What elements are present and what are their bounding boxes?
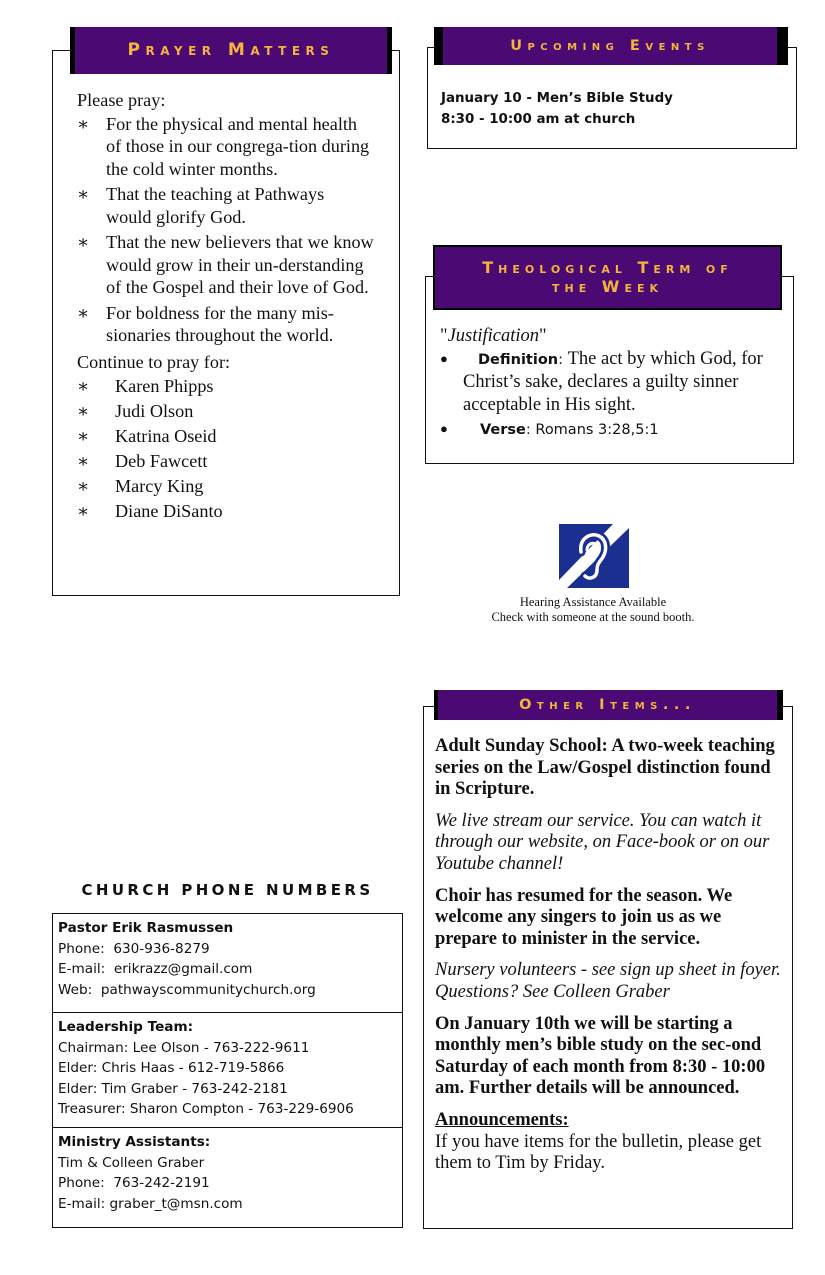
bullet-icon: ● [440, 421, 448, 436]
prayer-name: ∗ Katrina Oseid [77, 426, 217, 446]
ministry-section [53, 1128, 402, 1214]
prayer-name: ∗ Marcy King [77, 476, 204, 496]
definition-label: Definition [478, 351, 559, 368]
theological-term-title-line1: Theological Term of [482, 258, 733, 278]
continue-to-pray-label: Continue to pray for: [77, 351, 231, 372]
hearing-assistance-line2: Check with someone at the sound booth. [491, 610, 695, 624]
upcoming-events-header [434, 27, 788, 65]
leadership-member: Elder: Tim Graber - 763-242-2181 [58, 1080, 288, 1097]
prayer-name: ∗ Karen Phipps [77, 376, 214, 396]
pastor-name: Pastor Erik Rasmussen [58, 920, 234, 936]
choir-item: Choir has resumed for the season. We welcome any singers to join us as we prepare to minister in the service. [435, 885, 733, 949]
other-items-title: Other Items... [519, 696, 696, 713]
event-time: 8:30 - 10:00 am at church [441, 112, 636, 127]
pastor-email: E-mail: erikrazz@gmail.com [58, 961, 253, 977]
leadership-member: Treasurer: Sharon Compton - 763-229-6906 [58, 1101, 354, 1117]
asterisk-bullet-icon: ∗ [77, 401, 90, 421]
event-title: January 10 - Men’s Bible Study [441, 91, 673, 106]
ministry-phone: Phone: 763-242-2191 [58, 1175, 210, 1191]
asterisk-bullet-icon: ∗ [77, 451, 90, 471]
adult-sunday-school-item: Adult Sunday School: A two-week teaching series on the Law/Gospel distinction found in Scripture. [435, 736, 775, 800]
ministry-email: E-mail: graber_t@msn.com [58, 1195, 243, 1212]
prayer-request: ∗ For boldness for the many mis-sionaries throughout the world. [77, 302, 334, 345]
leadership-section [53, 1013, 402, 1120]
pastor-section [53, 914, 402, 1000]
term-verse: ● Verse: Romans 3:28,5:1 [440, 418, 785, 442]
nursery-item: Nursery volunteers - see sign up sheet in foyer. Questions? See Colleen Graber [435, 960, 781, 1002]
upcoming-events-title: Upcoming Events [510, 37, 710, 54]
verse-text: Romans 3:28,5:1 [535, 422, 659, 438]
prayer-name: ∗ Deb Fawcett [77, 451, 208, 471]
term-word: "Justification" [440, 326, 547, 346]
live-stream-item: We live stream our service. You can watch it through our website, on Face-book or on our Youtube channel! [435, 810, 770, 874]
prayer-name: ∗ Judi Olson [77, 401, 194, 421]
mens-study-item: On January 10th we will be starting a monthly men’s bible study on the sec-ond Saturday of each month from 8:30 - 10:00 am. Further details will be announced. [435, 1013, 766, 1099]
theological-term-content [440, 325, 785, 442]
pastor-phone: Phone: 630-936-8279 [58, 940, 210, 957]
leadership-heading: Leadership Team: [58, 1019, 194, 1035]
pastor-web-link[interactable]: pathwayscommunitychurch.org [100, 981, 316, 998]
prayer-matters-content [77, 89, 377, 525]
term-definition: ● Definition: The act by which God, for Christ’s sake, declares a guilty sinner acceptable in His sight. [440, 348, 763, 415]
prayer-request: ∗ That the new believers that we know would grow in their un-derstanding of the Gospel and their love of God. [77, 232, 374, 297]
asterisk-bullet-icon: ∗ [77, 501, 90, 521]
asterisk-bullet-icon: ∗ [77, 376, 90, 396]
prayer-request: ∗ For the physical and mental health of those in our congrega-tion during the cold winter months. [77, 113, 370, 179]
prayer-names-list [77, 375, 377, 523]
phone-numbers-title: CHURCH PHONE NUMBERS [81, 881, 374, 899]
hearing-assistance-icon [559, 524, 629, 588]
prayer-intro: Please pray: [77, 90, 166, 110]
hearing-assistance-line1: Hearing Assistance Available [519, 595, 667, 609]
leadership-member: Chairman: Lee Olson - 763-222-9611 [58, 1039, 310, 1056]
theological-term-header [433, 245, 782, 310]
leadership-member: Elder: Chris Haas - 612-719-5866 [58, 1060, 285, 1076]
pastor-email-link[interactable]: erikrazz@gmail.com [113, 961, 253, 977]
phone-numbers-box [52, 913, 403, 1228]
announcements-text: If you have items for the bulletin, please get them to Tim by Friday. [435, 1131, 762, 1174]
ministry-email-link[interactable]: graber_t@msn.com [109, 1195, 243, 1212]
bullet-icon: ● [440, 350, 448, 366]
prayer-request: ∗ That the teaching at Pathways would glorify God. [77, 184, 325, 227]
ministry-names: Tim & Colleen Graber [58, 1154, 205, 1171]
asterisk-bullet-icon: ∗ [77, 426, 90, 446]
pastor-web: Web: pathwayscommunitychurch.org [58, 981, 316, 998]
asterisk-bullet-icon: ∗ [77, 184, 90, 204]
asterisk-bullet-icon: ∗ [77, 113, 90, 134]
upcoming-events-content [441, 88, 781, 130]
ministry-heading: Ministry Assistants: [58, 1134, 211, 1150]
prayer-name: ∗ Diane DiSanto [77, 501, 223, 521]
announcements-heading: Announcements: [435, 1109, 569, 1130]
asterisk-bullet-icon: ∗ [77, 232, 90, 252]
asterisk-bullet-icon: ∗ [77, 476, 90, 496]
prayer-matters-title: Prayer Matters [127, 39, 335, 60]
other-items-header [434, 690, 783, 720]
asterisk-bullet-icon: ∗ [77, 302, 90, 323]
definition-text: The act by which God, for Christ’s sake, declares a guilty sinner acceptable in His sight. [463, 348, 763, 415]
prayer-matters-header [70, 27, 392, 74]
verse-label: Verse [480, 422, 526, 438]
prayer-requests-list [77, 113, 377, 347]
hearing-assistance-text [440, 595, 746, 625]
theological-term-title-line2: the Week [552, 276, 663, 296]
other-items-content [435, 736, 785, 1175]
